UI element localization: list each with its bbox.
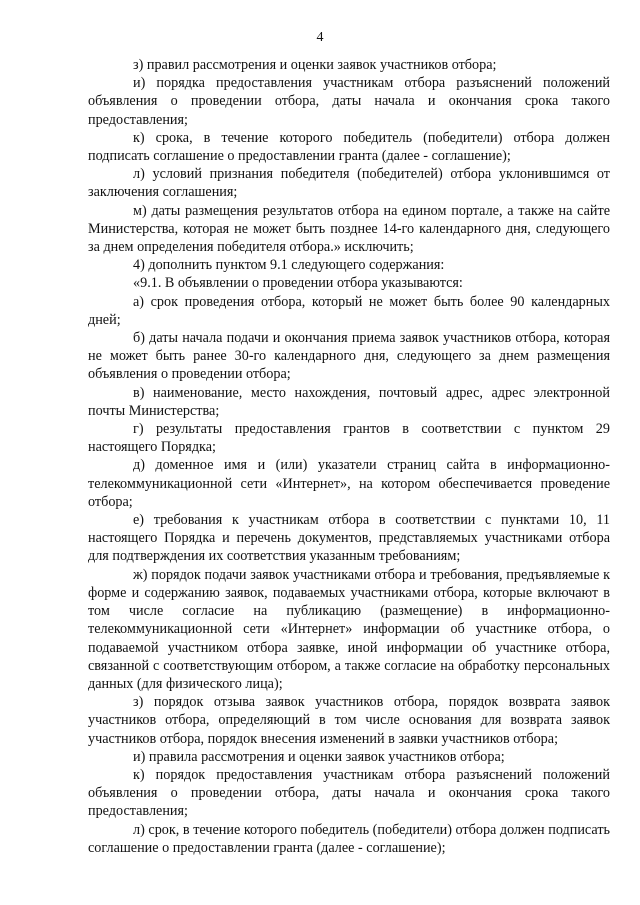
paragraph: л) условий признания победителя (победителей) отбора уклонившимся от заключения соглашения; <box>88 166 610 201</box>
paragraph: д) доменное имя и (или) указатели страниц сайта в информационно-телекоммуникационной сети «Интернет», на котором обеспечивается проведение отбора; <box>88 457 610 510</box>
page-number: 4 <box>316 30 324 45</box>
paragraph: м) даты размещения результатов отбора на едином портале, а также на сайте Министерства, которая не может быть позднее 14-го календарного дня, следующего за днем определения победителя отбора.» исключить; <box>88 202 610 256</box>
paragraph: в) наименование, место нахождения, почтовый адрес, адрес электронной почты Министерства; <box>88 384 610 419</box>
paragraph: ж) порядок подачи заявок участниками отбора и требования, предъявляемые к форме и содержанию заявок, подаваемых участниками отбора, которые включают в том числе согласие на публикацию (размещение) в информационно-телекоммуникационной сети «Интернет» информации об участнике отбора, о подаваемой участником отбора заявке, иной информации об участнике отбора, связанной с соответствующим отбором, а также согласие на обработку персональных данных (для физического лица); <box>88 566 610 692</box>
paragraph: л) срок, в течение которого победитель (победители) отбора должен подписать соглашение о предоставлении гранта (далее - соглашение); <box>88 821 610 856</box>
paragraph: и) правила рассмотрения и оценки заявок участников отбора; <box>133 748 505 765</box>
paragraph: и) порядка предоставления участникам отбора разъяснений положений объявления о проведении отбора, даты начала и окончания срока такого предоставления; <box>88 75 610 128</box>
document-body <box>88 56 610 857</box>
paragraph: к) срока, в течение которого победитель (победители) отбора должен подписать соглашение о предоставлении гранта (далее - соглашение); <box>88 129 610 165</box>
paragraph: з) правил рассмотрения и оценки заявок участников отбора; <box>133 57 497 73</box>
paragraph: з) порядок отзыва заявок участников отбора, порядок возврата заявок участников отбора, определяющий в том числе основания для возврата заявок участников отбора, порядок внесения изменений в заявки участников отбора; <box>88 694 610 747</box>
paragraph: к) порядок предоставления участникам отбора разъяснений положений объявления о проведении отбора, даты начала и окончания срока такого предоставления; <box>88 766 610 820</box>
paragraph: г) результаты предоставления грантов в соответствии с пунктом 29 настоящего Порядка; <box>88 421 610 456</box>
paragraph: е) требования к участникам отбора в соответствии с пунктами 10, 11 настоящего Порядка и перечень документов, представляемых участниками отбора для подтверждения их соответствия указанным требованиям; <box>88 512 610 565</box>
paragraph: 4) дополнить пунктом 9.1 следующего содержания: <box>133 257 445 274</box>
paragraph: а) срок проведения отбора, который не может быть более 90 календарных дней; <box>88 293 610 328</box>
paragraph: б) даты начала подачи и окончания приема заявок участников отбора, которая не может быть ранее 30-го календарного дня, следующего за днем размещения объявления о проведении отбора; <box>88 330 610 383</box>
paragraph: «9.1. В объявлении о проведении отбора указываются: <box>133 275 463 292</box>
